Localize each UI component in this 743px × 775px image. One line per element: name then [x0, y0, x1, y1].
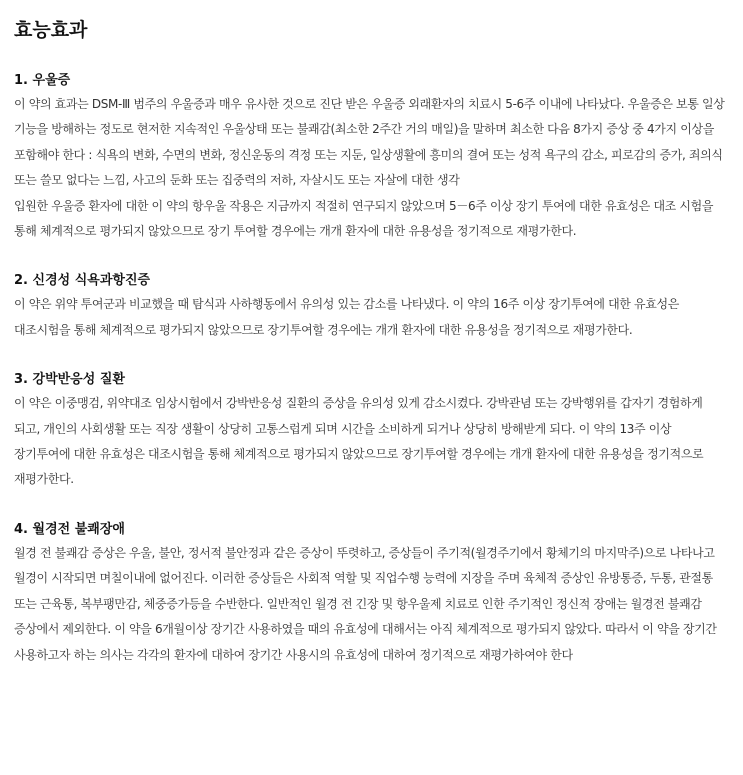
section-depression — [14, 70, 729, 244]
section-heading: 3. 강박반응성 질환 — [14, 372, 125, 388]
section-paragraph: 이 약은 위약 투여군과 비교했을 때 탐식과 사하행동에서 유의성 있는 감소를 나타냈다. 이 약의 16주 이상 장기투여에 대한 유효성은 대조시험을 통해 체계적으로 평가되지 않았으므로 장기투여할 경우에는 개개 환자에 대한 유용성을 정기적으로 재평가한다. — [14, 297, 679, 337]
section-pmdd — [14, 519, 729, 668]
section-heading: 2. 신경성 식욕과항진증 — [14, 273, 151, 289]
page-title: 효능효과 — [14, 19, 88, 41]
section-heading: 4. 월경전 불쾌장애 — [14, 521, 125, 537]
section-paragraph: 이 약의 효과는 DSM-Ⅲ 범주의 우울증과 매우 유사한 것으로 진단 받은 우울증 외래환자의 치료시 5-6주 이내에 나타났다. 우울증은 보통 일상 기능을 방해하는 정도로 현저한 지속적인 우울상태 또는 불쾌감(최소한 2주간 거의 매일)을 말하며 최소한 다음 8가지 증상 중 4가지 이상을 포함해야 한다 : 식욕의 변화, 수면의 변화, 정신운동의 격정 또는 지둔, 일상생활에 흥미의 결여 또는 성적 욕구의 감소, 피로감의 증가, 죄의식 또는 쓸모 없다는 느낌, 사고의 둔화 또는 집중력의 저하, 자살시도 또는 자살에 대한 생각 — [14, 97, 725, 188]
section-bulimia — [14, 270, 729, 343]
section-paragraph: 월경 전 불쾌감 증상은 우울, 불안, 정서적 불안정과 같은 증상이 뚜렷하고, 증상들이 주기적(월경주기에서 황체기의 마지막주)으로 나타나고 월경이 시작되면 며칠이내에 없어진다. 이러한 증상들은 사회적 역할 및 직업수행 능력에 지장을 주며 육체적 증상인 유방통증, 두통, 관절통 또는 근육통, 복부팽만감, 체중증가등을 수반한다. 일반적인 월경 전 긴장 및 항우울제 치료로 인한 주기적인 정신적 장애는 월경전 불쾌감 증상에서 제외한다. 이 약을 6개월이상 장기간 사용하였을 때의 유효성에 대해서는 아직 체계적으로 평가되지 않았다. 따라서 이 약을 장기간 사용하고자 하는 의사는 각각의 환자에 대하여 장기간 사용시의 유효성에 대하여 정기적으로 재평가하여야 한다 — [14, 545, 717, 662]
section-paragraph: 이 약은 이중맹검, 위약대조 임상시험에서 강박반응성 질환의 증상을 유의성 있게 감소시켰다. 강박관념 또는 강박행위를 갑자기 경험하게 되고, 개인의 사회생활 또는 직장 생활이 상당히 고통스럽게 되며 시간을 소비하게 되거나 상당히 방해받게 되다. 이 약의 13주 이상 장기투여에 대한 유효성은 대조시험을 통해 체계적으로 평가되지 않았으므로 장기투여할 경우에는 개개 환자에 대한 유용성을 정기적으로 재평가한다. — [14, 396, 704, 487]
section-heading: 1. 우울증 — [14, 73, 71, 88]
section-paragraph: 입원한 우울증 환자에 대한 이 약의 항우울 작용은 지금까지 적절히 연구되지 않았으며 5－6주 이상 장기 투여에 대한 유효성은 대조 시험을 통해 체계적으로 평가되지 않았으므로 장기 투여할 경우에는 개개 환자에 대한 유용성을 정기적으로 재평가한다. — [14, 198, 714, 239]
section-ocd — [14, 369, 729, 493]
